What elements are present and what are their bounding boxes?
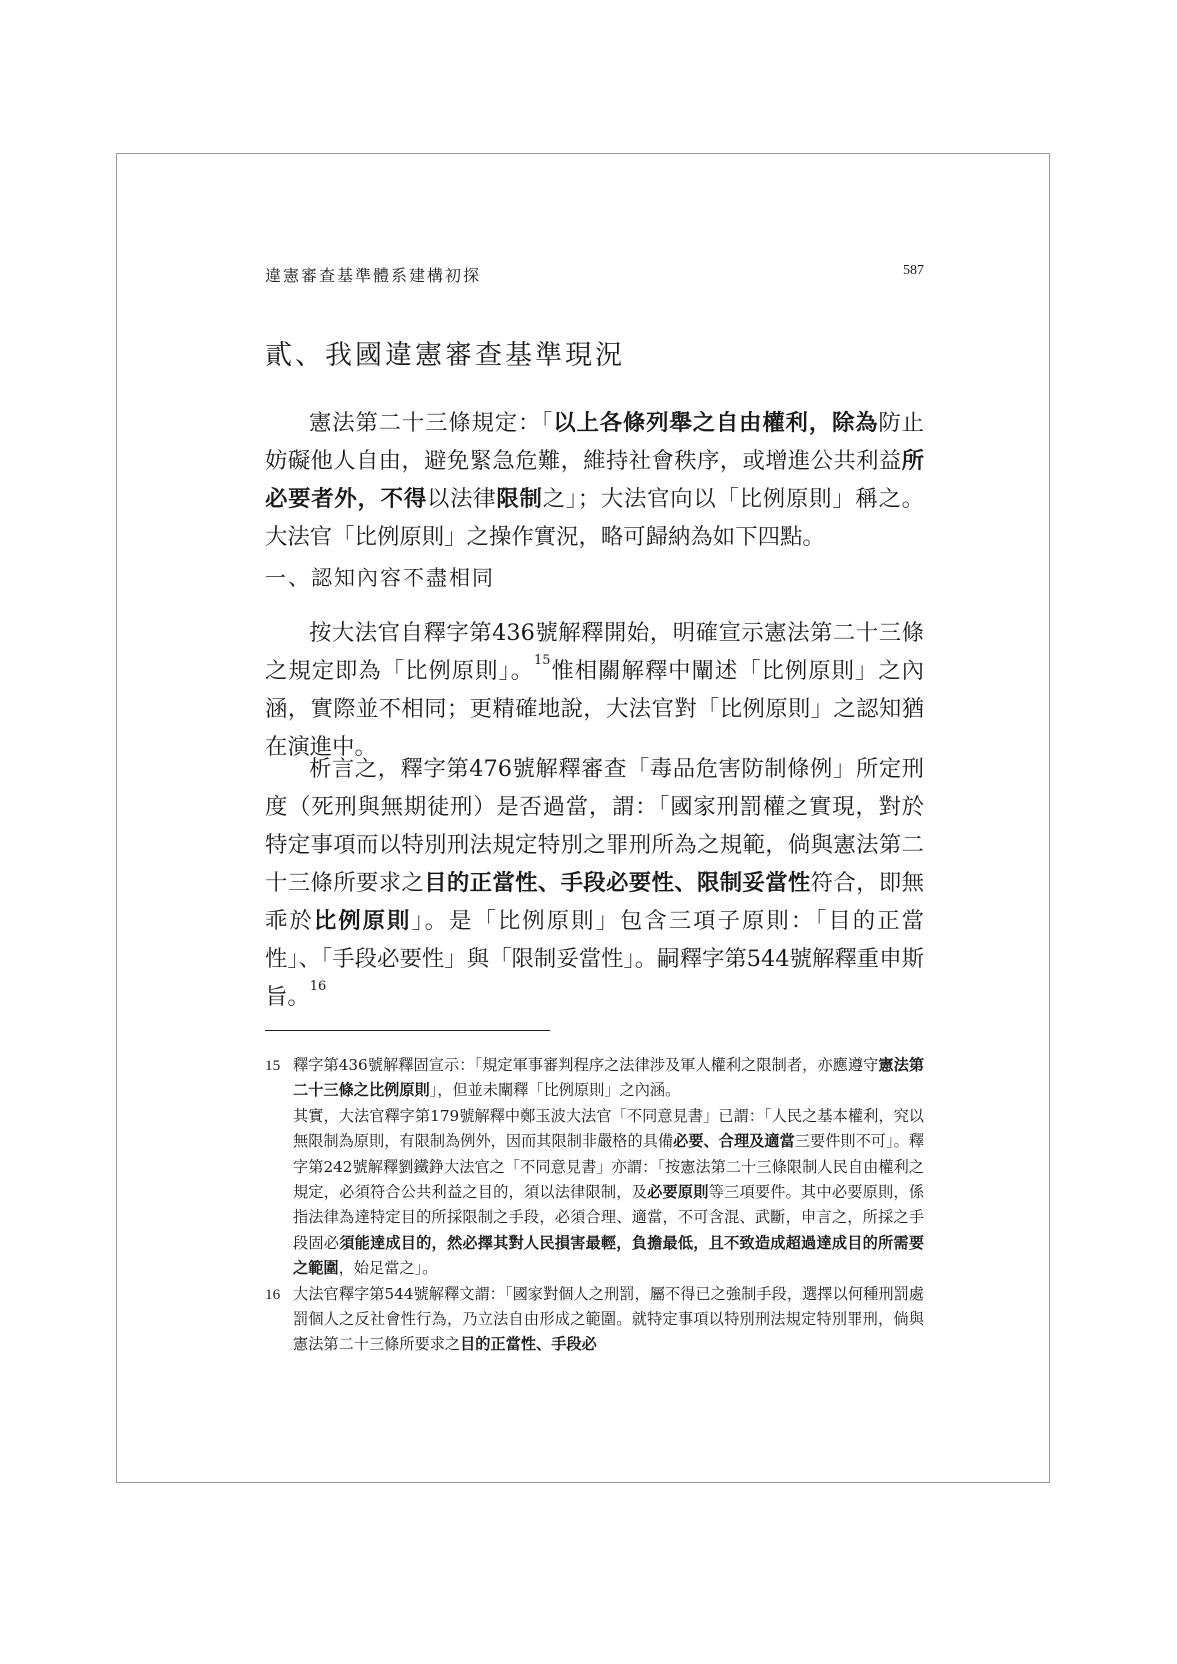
footnote-number: 16 [265,1285,281,1303]
text-run: 」，但並未闡釋「比例原則」之內涵。 [429,1081,681,1100]
running-title: 違憲審查基準體系建構初探 [265,266,482,285]
footnote-16 [265,1282,924,1358]
section-title: 貳、我國違憲審查基準現況 [265,340,625,371]
bold-run: 比例原則 [313,908,412,934]
bold-run: 所必要者外，不得 [265,448,924,512]
text-run: 符合，即無乖於 [265,870,925,934]
text-run: ，始足當之」。 [338,1259,438,1278]
bold-run: 以上各條列舉之自由權利，除為 [553,410,879,436]
paragraph-interpretation-436 [265,614,924,766]
paragraph-article-23 [265,404,924,556]
bold-run: 憲法第二十三條之比例原則 [293,1056,925,1100]
subsection-title: 一、認知內容不盡相同 [265,566,495,590]
text-run: 大法官釋字第544號解釋文謂：「國家對個人之刑罰，屬不得已之強制手段，選擇以何種刑罰處罰個人之反社會性行為，乃立法自由形成之範圍。就特定事項以特別刑法規定特別罪刑，倘與憲法第二十三條所要求之 [293,1284,924,1354]
text-run: 之」；大法官向以「比例原則」稱之。大法官「比例原則」之操作實況，略可歸納為如下四點。 [265,486,925,550]
footnote-15 [265,1053,924,1282]
bold-run: 必要原則 [647,1183,709,1202]
text-run: 防止妨礙他人自由，避免緊急危難，維持社會秩序，或增進公共利益 [265,410,925,474]
text-run: 其實，大法官釋字第179號解釋中鄭玉波大法官「不同意見書」已謂：「人民之基本權利，究以無限制為原則，有限制為例外，因而其限制非嚴格的具備 [293,1106,924,1151]
footnote-text [293,1282,924,1358]
text-run: 按大法官自釋字第436號解釋開始，明確宣示憲法第二十三條之規定即為「比例原則」。 [265,620,924,684]
footnote-text [293,1053,924,1104]
footnote-number: 15 [265,1057,281,1074]
paragraph-interpretation-476 [265,750,924,1016]
text-run: 惟相關解釋中闡述「比例原則」之內涵，實際並不相同；更精確地說，大法官對「比例原則」之認知猶在演進中。 [265,658,924,760]
bold-run: 目的正當性、手段必要性、限制妥當性 [424,870,811,896]
bold-run: 限制 [496,486,543,512]
footnote-separator [265,1030,550,1031]
bold-run: 須能達成目的，然必擇其對人民損害最輕，負擔最低，且不致造成超過達成目的所需要之範圍 [293,1233,925,1278]
text-run: 三要件則不可」。釋字第242號解釋劉鐵錚大法官之「不同意見書」亦謂：「按憲法第二十三條限制人民自由權利之規定，必須符合公共利益之目的，須以法律限制，及 [293,1132,925,1202]
text-run: 釋字第436號解釋固宣示：「規定軍事審判程序之法律涉及軍人權利之限制者，亦應遵守 [293,1056,879,1074]
text-run: 憲法第二十三條規定：「 [309,410,554,436]
bold-run: 目的正當性、手段必 [460,1335,597,1354]
footnotes [265,1053,924,1358]
text-run: 等三項要件。其中必要原則，係指法律為達特定目的所採限制之手段，必須合理、適當，不可含混、武斷，申言之，所採之手段固必 [293,1183,925,1252]
running-header [265,263,924,289]
text-run: 以法律 [426,486,497,512]
page-number: 587 [903,263,924,278]
text-run: 析言之，釋字第476號解釋審查「毒品危害防制條例」所定刑度（死刑與無期徒刑）是否過當，謂：「國家刑罰權之實現，對於特定事項而以特別刑法規定特別之罪刑所為之規範，倘與憲法第二十三條所要求之 [265,756,924,896]
footnote-text [293,1104,924,1282]
footnote-ref-15[interactable]: 15 [533,652,551,668]
footnote-ref-16[interactable]: 16 [309,978,327,994]
text-run: 」。是「比例原則」包含三項子原則：「目的正當性」、「手段必要性」與「限制妥當性」。嗣釋字第544號解釋重申斯旨。 [265,908,925,1010]
bold-run: 必要、合理及適當 [673,1132,795,1151]
